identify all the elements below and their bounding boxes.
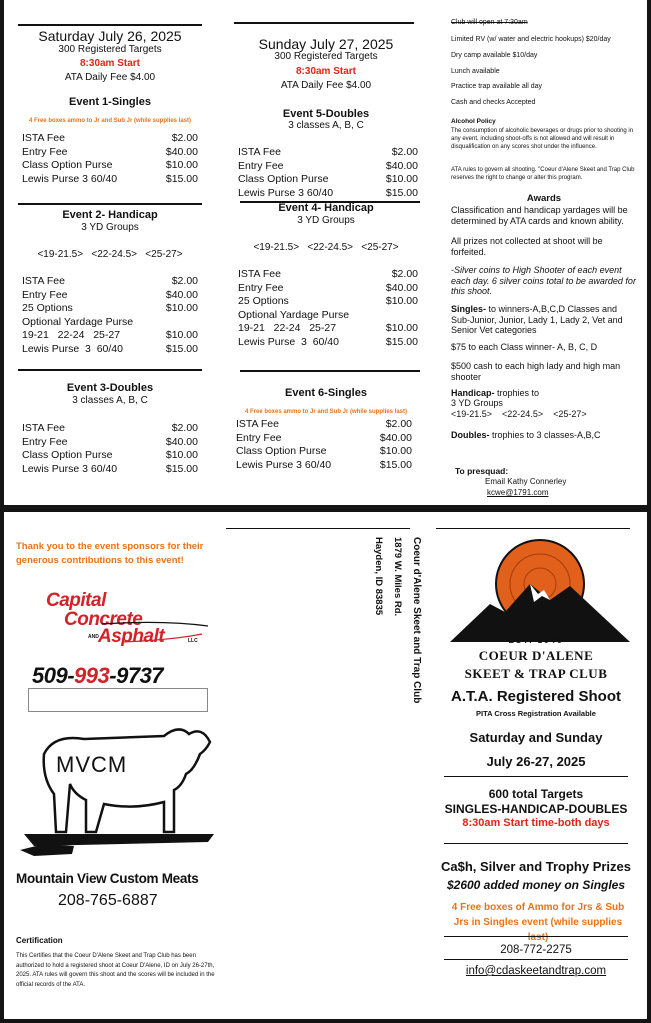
fee-row (22, 436, 198, 450)
cover-dates: July 26-27, 2025 (486, 754, 586, 769)
fee-label: Optional Yardage Purse (238, 308, 350, 321)
fee-row (236, 432, 412, 446)
fee-row (238, 295, 418, 309)
fee-row (236, 459, 412, 473)
fee-label: Lewis Purse 3 60/40 (238, 186, 334, 199)
singles-label: Singles- (451, 304, 487, 314)
rv-note: Limited RV (w/ water and electric hookups) $20/day (451, 36, 611, 43)
sponsor-blank-box (28, 688, 208, 712)
fee-amount: $15.00 (165, 342, 198, 355)
fee-amount: $15.00 (165, 172, 198, 185)
event5-fee-list (238, 146, 418, 200)
fee-label: Lewis Purse 3 60/40 (22, 462, 118, 475)
event6-title: Event 6-Singles (285, 387, 367, 399)
club-name-1: COEUR D'ALENE (478, 648, 594, 663)
cover-days: Saturday and Sunday (469, 730, 603, 745)
fee-row (22, 463, 198, 477)
fee-label: 19-21 22-24 25-27 (22, 329, 121, 342)
class-75-text: $75 to each Class winner- A, B, C, D (451, 342, 598, 352)
fee-label: Class Option Purse (22, 449, 113, 462)
alcohol-policy-title: Alcohol Policy (451, 118, 496, 125)
cow-icon (14, 714, 214, 864)
fee-amount: $40.00 (379, 431, 412, 444)
fee-amount: $10.00 (385, 322, 418, 335)
cover-title: A.T.A. Registered Shoot (450, 688, 622, 705)
fee-label: Entry Fee (236, 431, 282, 444)
fee-amount: $40.00 (165, 435, 198, 448)
sunday-ata-fee: ATA Daily Fee $4.00 (280, 80, 372, 91)
cover-phone: 208-772-2275 (500, 944, 572, 956)
fee-amount: $2.00 (171, 132, 198, 144)
fee-amount: $40.00 (385, 281, 418, 294)
cover-start: 8:30am Start time-both days (462, 817, 610, 829)
capital-concrete-logo (42, 590, 212, 660)
capital-llc: LLC (188, 638, 198, 644)
dry-camp-note: Dry camp available $10/day (451, 51, 538, 59)
fee-amount: $10.00 (385, 295, 418, 308)
fee-amount: $15.00 (379, 458, 412, 471)
optional-title (22, 316, 198, 330)
handicap-text: trophies to (494, 388, 540, 398)
fee-label: ISTA Fee (22, 422, 65, 434)
fee-row (22, 132, 198, 146)
sunday-targets: 300 Registered Targets (274, 51, 378, 62)
fee-label: Class Option Purse (238, 173, 329, 186)
fee-amount: $15.00 (385, 335, 418, 348)
event3-subtitle: 3 classes A, B, C (72, 395, 148, 406)
cover-ammo: 4 Free boxes of Ammo for Jrs & Sub Jrs in Singles event (while supplies last) (451, 902, 625, 943)
fee-amount: $40.00 (385, 159, 418, 172)
fee-amount: $10.00 (379, 445, 412, 458)
fee-label: Entry Fee (22, 435, 68, 448)
divider (444, 936, 628, 937)
mvcm-logo-text: MVCM (56, 752, 128, 777)
presquad-title: To presquad: (455, 466, 509, 476)
divider (444, 959, 628, 960)
fee-row (22, 146, 198, 160)
event6-note: 4 Free boxes ammo to Jr and Sub Jr (while supplies last) (244, 409, 408, 415)
event3-title: Event 3-Doubles (66, 382, 154, 394)
event2-fee-list (22, 275, 198, 357)
fee-label: Optional Yardage Purse (22, 315, 134, 328)
fee-row (22, 173, 198, 187)
fee-amount: $2.00 (385, 418, 412, 430)
fee-label: Lewis Purse 3 60/40 (22, 172, 118, 185)
event4-fee-list (238, 268, 418, 350)
fee-row (22, 343, 198, 357)
capital-line1: Capital (46, 590, 106, 611)
fee-row (22, 422, 198, 436)
event6-fee-list (236, 418, 412, 472)
divider (18, 369, 202, 371)
handicap-label: Handicap- (451, 388, 495, 398)
fee-row (238, 160, 418, 174)
cover-money: $2600 added money on Singles (446, 878, 626, 892)
event5-title: Event 5-Doubles (282, 108, 370, 120)
fee-row (236, 445, 412, 459)
fee-label: Entry Fee (22, 288, 68, 301)
fee-row (22, 449, 198, 463)
fee-label: Lewis Purse 3 60/40 (238, 335, 339, 348)
divider (18, 24, 202, 26)
fee-row (22, 159, 198, 173)
event3-fee-list (22, 422, 198, 476)
divider (436, 528, 630, 529)
alcohol-policy-text: The consumption of alcoholic beverages or drugs prior to shooting in any event, including shoot-offs is not allowed and will result in disqualification on any scores shot under the influence. (451, 128, 634, 150)
divider (444, 843, 628, 844)
fee-row (238, 187, 418, 201)
fee-amount: $2.00 (391, 146, 418, 158)
capital-phone (32, 663, 163, 689)
notes-heading (451, 0, 470, 1)
practice-note: Practice trap available all day (451, 83, 543, 91)
presquad-email-link[interactable]: kcwe@1791.com (487, 488, 549, 497)
fee-label: Lewis Purse 3 60/40 (236, 458, 332, 471)
handicap-awards (451, 388, 637, 399)
club-est: EST. 1946 (508, 636, 564, 645)
certification-title: Certification (16, 936, 63, 945)
phone-part: -9737 (109, 663, 164, 688)
fee-label: Entry Fee (238, 159, 284, 172)
fee-row (238, 322, 418, 336)
fee-label: 25 Options (22, 302, 73, 315)
fee-label: 25 Options (238, 295, 289, 308)
fee-row (22, 329, 198, 343)
fee-amount: $2.00 (171, 422, 198, 434)
divider (226, 528, 410, 529)
pita-text: PITA Cross Registration Available (476, 709, 596, 718)
cover-email-link[interactable]: info@cdaskeetandtrap.com (465, 965, 607, 977)
capital-line3: Asphalt (98, 626, 165, 647)
swoosh-icon (42, 590, 212, 660)
fee-label: Lewis Purse 3 60/40 (22, 342, 123, 355)
capital-and: AND (88, 634, 99, 640)
fee-row (238, 173, 418, 187)
fee-row (238, 268, 418, 282)
cover-events: SINGLES-HANDICAP-DOUBLES (444, 802, 628, 816)
presquad-email-label: Email Kathy Connerley (485, 477, 567, 486)
fee-row (22, 289, 198, 303)
cover-targets: 600 total Targets (488, 787, 584, 801)
saturday-start: 8:30am Start (79, 58, 141, 69)
prizes-forfeit-text: All prizes not collected at shoot will be forfeited. (451, 236, 603, 257)
fee-label: Class Option Purse (22, 159, 113, 172)
doubles-awards (451, 430, 637, 441)
divider (240, 370, 420, 372)
fee-amount: $2.00 (171, 275, 198, 287)
event1-title: Event 1-Singles (69, 96, 151, 108)
fee-amount: $40.00 (165, 288, 198, 301)
fee-label: Entry Fee (22, 145, 68, 158)
outside-panel-sheet (4, 512, 647, 1019)
fee-label: ISTA Fee (236, 418, 279, 430)
event4-yardage-groups: <19-21.5> <22-24.5> <25-27> (253, 242, 399, 253)
fee-amount: $15.00 (385, 186, 418, 199)
fee-row (236, 418, 412, 432)
capital-line2: Concrete (64, 609, 143, 630)
fee-amount: $15.00 (165, 462, 198, 475)
fee-label: Class Option Purse (236, 445, 327, 458)
club-name-2: SKEET & TRAP CLUB (464, 666, 608, 681)
sunday-start: 8:30am Start (295, 66, 357, 77)
fee-label: Entry Fee (238, 281, 284, 294)
fee-row (238, 282, 418, 296)
inside-panel-sheet (4, 0, 647, 505)
cash-500-text: $500 cash to each high lady and high man shooter (451, 361, 621, 382)
doubles-text: trophies to 3 classes-A,B,C (489, 430, 601, 440)
phone-part: 993 (74, 663, 110, 688)
fee-amount: $2.00 (391, 268, 418, 280)
divider (18, 203, 202, 205)
event5-subtitle: 3 classes A, B, C (288, 120, 364, 131)
fee-row (22, 275, 198, 289)
fee-label: ISTA Fee (238, 146, 281, 158)
awards-title: Awards (526, 193, 562, 204)
fee-label: 19-21 22-24 25-27 (238, 322, 337, 335)
address-line2: 1879 W. Miles Rd. (392, 537, 403, 617)
singles-awards (451, 304, 637, 336)
fee-amount: $40.00 (165, 145, 198, 158)
event1-fee-list (22, 132, 198, 186)
fee-amount: $10.00 (165, 329, 198, 342)
awards-text: Classification and handicap yardages will be determined by ATA cards and known ability. (451, 205, 628, 226)
fee-amount: $10.00 (165, 449, 198, 462)
fee-label: ISTA Fee (22, 275, 65, 287)
club-opens-note: Club will open at 7:30am (451, 19, 528, 26)
cash-note: Cash and checks Accepted (451, 99, 536, 107)
fee-row (238, 336, 418, 350)
fee-amount: $10.00 (385, 173, 418, 186)
event2-title: Event 2- Handicap (62, 209, 158, 221)
address-line3: Hayden, ID 83835 (373, 537, 384, 616)
saturday-ata-fee: ATA Daily Fee $4.00 (64, 72, 156, 83)
silver-coins-text: -Silver coins to High Shooter of each event each day. 6 silver coins total to be awarded for this shoot. (451, 265, 636, 297)
divider (234, 22, 414, 24)
fee-row (22, 302, 198, 316)
club-logo-icon (450, 534, 630, 644)
sponsor-thanks: Thank you to the event sponsors for their generous contributions to this event! (16, 541, 204, 566)
event1-note: 4 Free boxes ammo to Jr and Sub Jr (while supplies last) (28, 118, 192, 124)
mvcm-name: Mountain View Custom Meats (16, 871, 199, 886)
saturday-date: Saturday July 26, 2025 (38, 28, 182, 44)
singles-text: to winners-A,B,C,D Classes and Sub-Junior, Junior, Lady 1, Lady 2, Vet and Senior Vet categories (451, 304, 623, 336)
fee-amount: $10.00 (165, 302, 198, 315)
event2-yardage-groups: <19-21.5> <22-24.5> <25-27> (37, 249, 183, 260)
sunday-date: Sunday July 27, 2025 (258, 36, 394, 52)
fee-row (238, 146, 418, 160)
handicap-groups-title: 3 YD Groups (451, 398, 503, 408)
handicap-groups: <19-21.5> <22-24.5> <25-27> (451, 409, 587, 419)
ata-rules-text: ATA rules to govern all shooting. "Coeur d'Alene Skeet and Trap Club reserves the right to change or alter this program. (451, 167, 635, 181)
doubles-label: Doubles- (451, 430, 490, 440)
divider (444, 776, 628, 777)
saturday-targets: 300 Registered Targets (58, 44, 162, 55)
event2-subtitle: 3 YD Groups (81, 222, 139, 233)
event4-subtitle: 3 YD Groups (297, 215, 355, 226)
optional-title (238, 309, 418, 323)
event4-title: Event 4- Handicap (278, 202, 374, 214)
fee-amount: $10.00 (165, 159, 198, 172)
cover-prizes: Ca$h, Silver and Trophy Prizes (440, 859, 631, 874)
phone-part: 509- (32, 663, 75, 688)
mvcm-phone: 208-765-6887 (58, 892, 158, 909)
fee-label: ISTA Fee (22, 132, 65, 144)
certification-text: This Certifies that the Coeur D'Alene Skeet and Trap Club has been authorized to hold a registered shoot at Coeur D'Alene, ID on July 26-27th, 2025. ATA rules will govern this shoot and the scores will be included in the official records of the ATA. (16, 953, 215, 988)
fee-label: ISTA Fee (238, 268, 281, 280)
address-line1: Coeur d'Alene Skeet and Trap Club (411, 537, 422, 704)
notes-list (451, 32, 637, 111)
lunch-note: Lunch available (451, 67, 500, 75)
